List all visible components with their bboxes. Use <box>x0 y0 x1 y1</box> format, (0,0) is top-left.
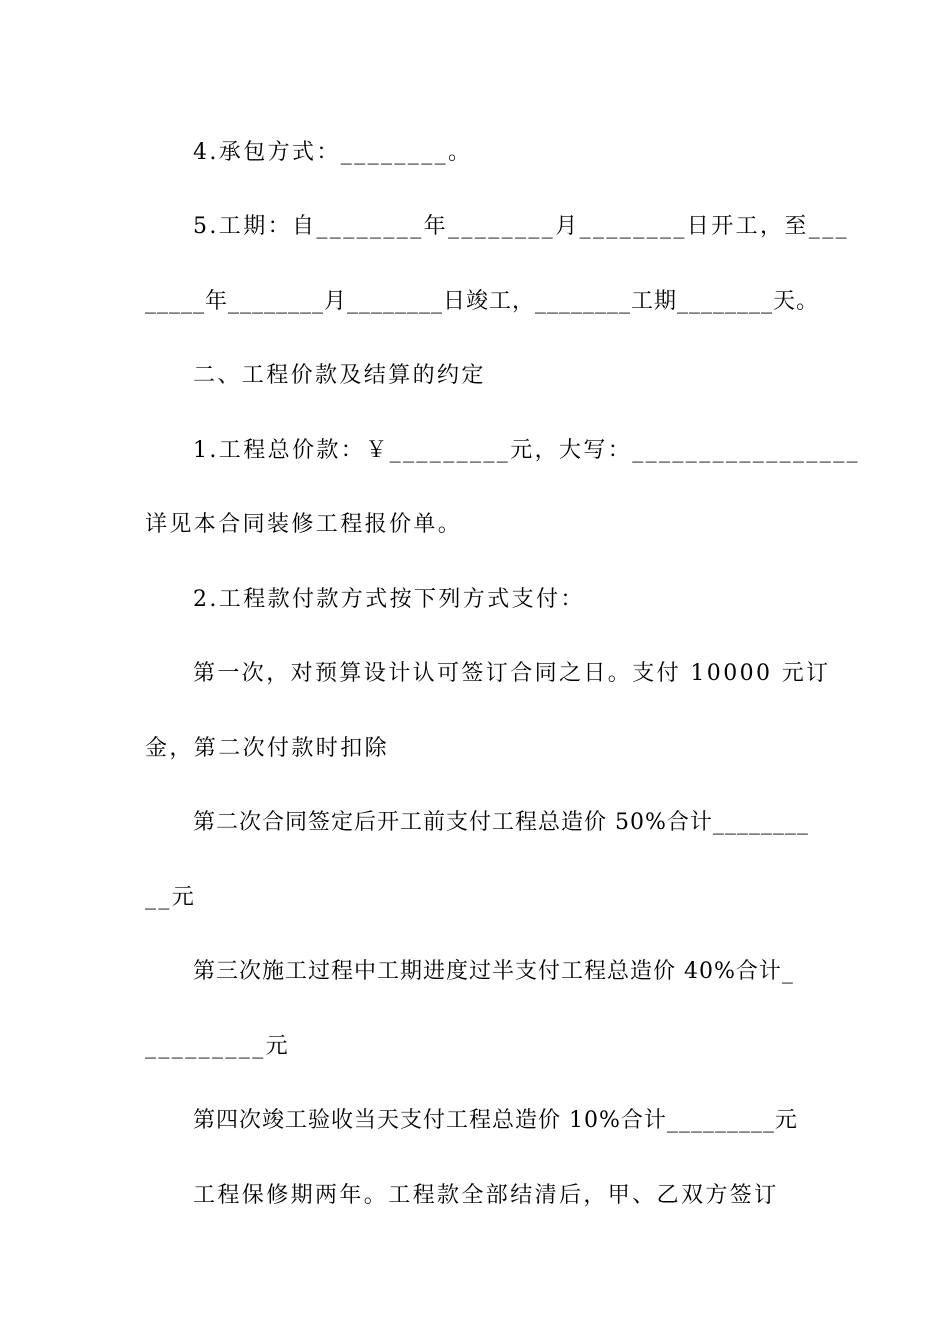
first-payment-continuation: 金，第二次付款时扣除 <box>145 736 390 761</box>
third-payment-line: 第三次施工过程中工期进度过半支付工程总造价 40%合计_ <box>193 959 794 984</box>
second-payment-continuation: __元 <box>145 885 197 910</box>
warranty-line: 工程保修期两年。工程款全部结清后，甲、乙双方签订 <box>193 1183 779 1208</box>
fourth-payment-line: 第四次竣工验收当天支付工程总造价 10%合计_________元 <box>193 1108 798 1133</box>
third-payment-continuation: _________元 <box>145 1034 291 1059</box>
schedule-line-start: 5.工期：自________年________月________日开工，至___ <box>193 214 849 239</box>
second-payment-line: 第二次合同签定后开工前支付工程总造价 50%合计________ <box>193 810 809 835</box>
section-heading-price: 二、工程价款及结算的约定 <box>193 363 486 388</box>
contract-method-line: 4.承包方式：________。 <box>193 140 473 165</box>
total-price-line: 1.工程总价款：￥_________元，大写：_________________ <box>193 438 860 463</box>
payment-method-line: 2.工程款付款方式按下列方式支付： <box>193 587 585 612</box>
schedule-line-end: _____年________月________日竣工，________工期________天。 <box>145 289 820 314</box>
quote-reference-line: 详见本合同装修工程报价单。 <box>145 512 463 537</box>
first-payment-line: 第一次，对预算设计认可签订合同之日。支付 10000 元订 <box>193 661 831 686</box>
